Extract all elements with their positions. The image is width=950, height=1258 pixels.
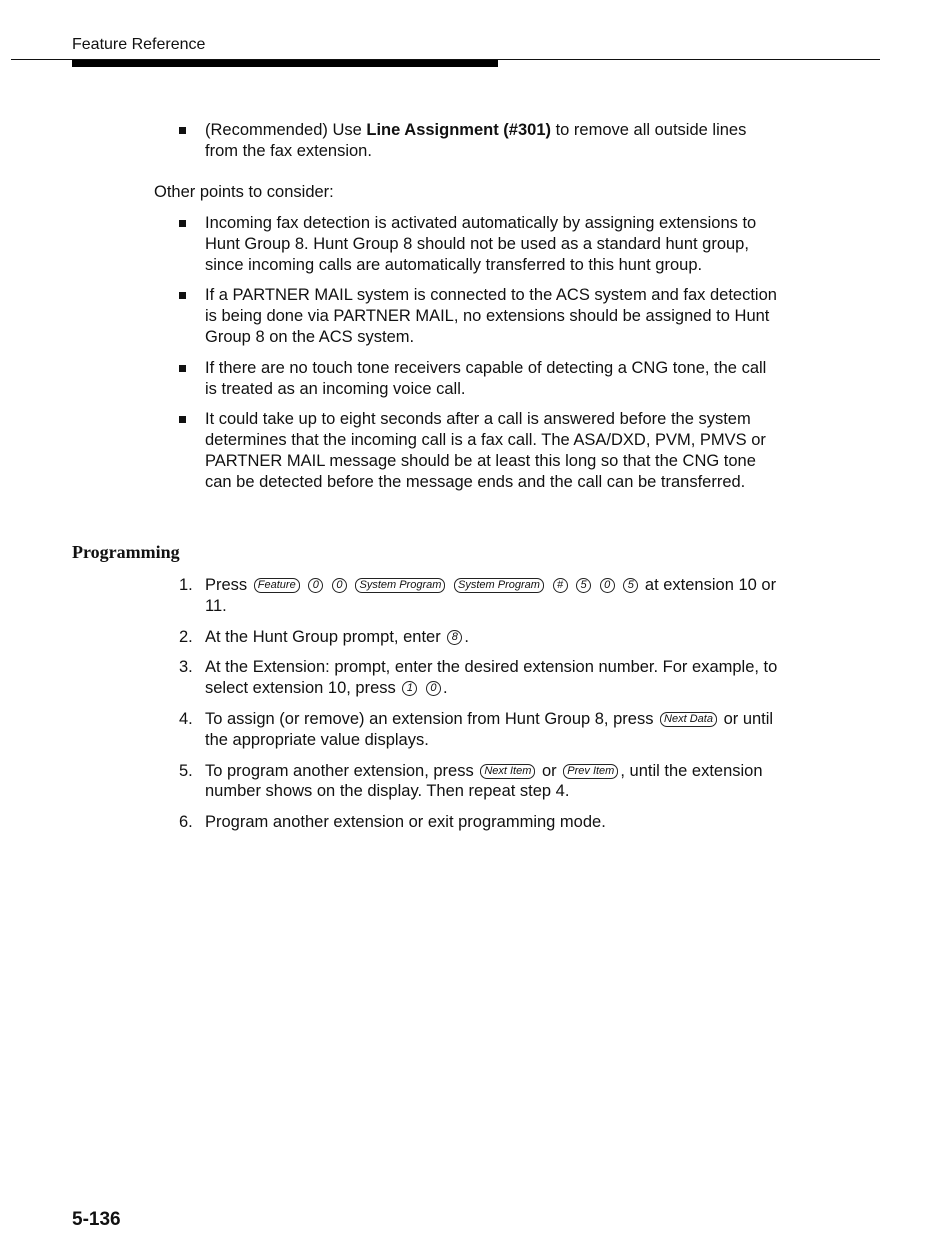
feature-name: Line Assignment (#301) — [366, 121, 551, 139]
next-data-key: Next Data — [660, 712, 717, 727]
step-item — [179, 812, 779, 833]
dial-key: 5 — [623, 578, 638, 593]
step-text: or until the appropriate value displays. — [205, 709, 774, 749]
bullet-icon — [179, 127, 186, 134]
system-program-key: System Program — [454, 578, 544, 593]
dial-key: 1 — [402, 681, 417, 696]
points-list — [179, 213, 779, 493]
list-item-text: to remove all outside lines from the fax extension. — [205, 121, 747, 160]
list-item — [179, 409, 779, 492]
recommendation-list — [179, 120, 779, 162]
header-title: Feature Reference — [72, 36, 206, 53]
dial-key: 5 — [576, 578, 591, 593]
step-item — [179, 761, 779, 803]
list-item — [179, 213, 779, 275]
step-item — [179, 709, 779, 751]
bullet-icon — [179, 365, 186, 372]
step-text: To program another extension, press — [205, 761, 474, 780]
step-text: At the Extension: prompt, enter the desired extension number. For example, to select extension 10, press — [205, 658, 778, 698]
step-text: At the Hunt Group prompt, enter — [205, 627, 441, 646]
step-number: 4. — [179, 709, 193, 728]
step-number: 5. — [179, 761, 193, 780]
dial-key: 8 — [447, 630, 462, 645]
list-item — [179, 120, 779, 162]
other-points-label: Other points to consider: — [154, 183, 334, 201]
page-number: 5-136 — [72, 1209, 121, 1230]
step-number: 3. — [179, 658, 193, 677]
section-heading: Programming — [72, 542, 180, 562]
prev-item-key: Prev Item — [563, 764, 618, 779]
step-text: . — [442, 679, 448, 698]
header-rule-bar — [72, 60, 498, 67]
dial-key: 0 — [600, 578, 615, 593]
list-item — [179, 358, 779, 400]
step-item — [179, 575, 779, 617]
step-text: or — [542, 761, 557, 780]
bullet-icon — [179, 292, 186, 299]
list-item-text: If a PARTNER MAIL system is connected to the ACS system and fax detection is being done via PARTNER MAIL, no extensions should be assigned to Hunt Group 8 on the ACS system. — [205, 286, 777, 346]
step-number: 2. — [179, 627, 193, 646]
step-item — [179, 627, 779, 648]
list-item-text: It could take up to eight seconds after a call is answered before the system determines that the incoming call is a fax call. The ASA/DXD, PVM, PMVS or PARTNER MAIL message should be at least this long so that the CNG tone can be detected before the message ends and the call can be transferred. — [205, 410, 766, 491]
dial-key: 0 — [426, 681, 441, 696]
next-item-key: Next Item — [480, 764, 535, 779]
step-item — [179, 657, 779, 699]
step-text: Press — [205, 576, 248, 594]
system-program-key: System Program — [355, 578, 445, 593]
step-number: 6. — [179, 813, 193, 832]
bullet-icon — [179, 220, 186, 227]
step-text: . — [464, 627, 469, 646]
feature-key: Feature — [254, 578, 300, 593]
list-item-text: Incoming fax detection is activated automatically by assigning extensions to Hunt Group 8. Hunt Group 8 should not be used as a standard hunt group, since incoming calls are automatically transferred to this hunt group. — [205, 214, 757, 274]
dial-key: 0 — [308, 578, 323, 593]
list-item-text: (Recommended) Use — [205, 121, 367, 139]
step-number: 1. — [179, 576, 193, 594]
step-text: Program another extension or exit programming mode. — [205, 813, 606, 832]
list-item — [179, 285, 779, 347]
step-text: To assign (or remove) an extension from Hunt Group 8, press — [205, 709, 654, 728]
step-text: at extension 10 or 11. — [205, 576, 777, 615]
step-text: , until the extension number shows on the display. Then repeat step 4. — [205, 761, 763, 801]
bullet-icon — [179, 416, 186, 423]
dial-key: 0 — [332, 578, 347, 593]
dial-key: # — [553, 578, 568, 593]
list-item-text: If there are no touch tone receivers capable of detecting a CNG tone, the call is treated as an incoming voice call. — [205, 358, 767, 398]
programming-steps — [179, 575, 779, 833]
